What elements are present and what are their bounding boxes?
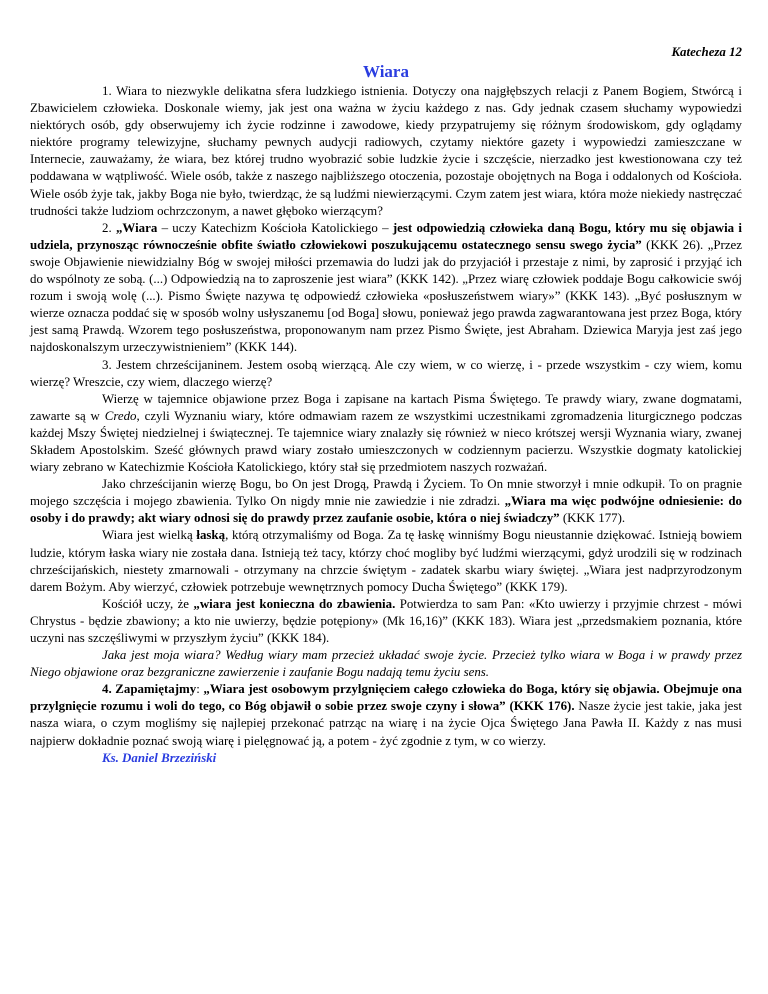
text-run: 4. Zapamiętajmy [102,682,197,697]
text-run: „wiara jest konieczna do zbawienia. [193,596,396,611]
document-page [30,44,742,767]
text-run: , którą otrzymaliśmy od Boga. Za tę łaskę winniśmy Bogu nieustannie dziękować. Istnieją bowiem ludzie, którym łaska wiary nie została dana. Istnieją też tacy, którzy choć mogliby być ludźmi wierzącymi, gdyż urodzili się w rodzinach chrześcijańskich, niestety zmarnowali - otrzymany na chrzcie świętym - zadatek skarbu wiary świętej. „Wiara jest nadprzyrodzonym darem Bożym. Aby wierzyć, człowiek potrzebuje wewnętrznych pomocy Ducha Świętego” (KKK 179). [30,528,742,594]
text-run: Potwierdza to sam Pan: «Kto uwierzy i przyjmie chrzest - mówi Chrystus - będzie zbawiony; a kto nie uwierzy, będzie potępiony» (Mk 16,16)” (KKK 183). Wiara jest „przedsmakiem poznania, które uczyni nas szczęśliwymi w przyszłym życiu” (KKK 184). [30,596,743,645]
paragraph [30,527,742,595]
text-run: jest odpowiedzią człowieka daną Bogu, który mu się objawia i udziela, przynosząc równocześnie obfite światło człowiekowi poszukującemu ostatecznego sensu swego życia” [30,220,742,252]
paragraph [30,391,742,476]
text-run: (KKK 177). [559,511,626,526]
text-run: , czyli Wyznaniu wiary, które odmawiam razem ze wszystkimi uczestnikami zgromadzenia liturgicznego podczas każdej Mszy Świętej niedzielnej i świątecznej. Te tajemnice wiary znalazły się również w nieco krótszej wersji Wyznania wiary, zwanej Składem Apostolskim. Sześć głównych prawd wiary zostało umieszczonych w codziennym pacierzu. Wszystkie dogmaty katolickiej wiary zebrano w Katechizmie Kościoła Katolickiego, który stał się przedmiotem naszych rozważań. [30,408,742,475]
text-run: Wiara jest wielką [102,528,197,543]
text-run: – uczy Katechizm Kościoła Katolickiego – [157,220,393,235]
lesson-header: Katecheza 12 [671,45,742,59]
text-run: Kościół uczy, że [102,596,194,611]
text-run: 1. Wiara to niezwykle delikatna sfera ludzkiego istnienia. Dotyczy ona najgłębszych relacji z Panem Bogiem, Stwórcą i Zbawicielem człowieka. Doskonale wiemy, jak jest ona ważna w życiu każdego z nas. Gdy jednak czasem słuchamy wypowiedzi niektórych osób, gdy obserwujemy ich życie rodzinne i zawodowe, kiedy przypatrujemy się różnym środowiskom, gdy oglądamy niektóre programy telewizyjne, słuchamy pewnych audycji radiowych, czytamy niektóre gazety i wypowiedzi zamieszczane w Internecie, zauważamy, że wiara, bez której trudno wyobrazić sobie ludzkie życie i szczęście, nierzadko jest kwestionowana czy też poddawana w wątpliwość. Wiele osób, także z naszego najbliższego otoczenia, pozostaje obojętnych na Boga i oddalonych od Kościoła. Wiele osób żyje tak, jakby Boga nie było, twierdząc, że są ludźmi niewierzącymi. Czym zatem jest wiara, która może niekiedy nastręczać trudności także ludziom ochrzczonym, a nawet głęboko wierzącym? [30,84,742,218]
paragraph [30,357,742,391]
document-body [30,83,742,750]
paragraph [30,596,742,647]
text-run: Jako chrześcijanin wierzę Bogu, bo On jest Drogą, Prawdą i Życiem. To On mnie stworzył i mnie odkupił. To on pragnie mojego szczęścia i mojego zbawienia. Tylko On nigdy mnie nie zawiedzie i nie zdradzi. [30,477,742,509]
text-run: Jaka jest moja wiara? Według wiary mam przecież układać swoje życie. Przecież tylko wiara w Boga i w prawdy przez Niego objawione oraz bezgraniczne zawierzenie i zaufanie Bogu nadają temu życiu sens. [30,648,742,680]
text-run: Wierzę w tajemnice objawione przez Boga i zapisane na kartach Pisma Świętego. Te prawdy wiary, zwane dogmatami, zawarte są w [30,391,742,423]
text-run: „Wiara jest osobowym przylgnięciem całego człowieka do Boga, który się objawia. Obejmuje ona przylgnięcie rozumu i woli do tego, co Bóg objawił o sobie przez swoje czyny i słowa” (KKK 176). [30,682,743,714]
text-run: 2. [102,220,116,235]
text-run: Nasze życie jest takie, jaka jest nasza wiara, o czym mogliśmy się najlepiej przekonać patrząc na wiarę i na życie Ojca Świętego Jana Pawła II. Każdy z nas musi najpierw dokładnie poznać swoją wiarę i pielęgnować ją, a potem - żyć zgodnie z tym, w co wierzy. [30,699,742,748]
author-name: Ks. Daniel Brzeziński [102,750,217,765]
text-run: Credo [104,408,137,423]
paragraph [30,647,742,681]
document-title: Wiara [363,62,409,81]
paragraph [30,83,742,220]
paragraph [30,220,742,357]
text-run: „Wiara ma więc podwójne odniesienie: do osoby i do prawdy; akt wiary odnosi się do prawdy przez zaufanie osobie, która o niej świadczy” [30,494,742,526]
text-run: (KKK 26). „Przez swoje Objawienie niewidzialny Bóg w swojej miłości przemawia do ludzi jak do przyjaciół i przestaje z nimi, by zaprosić i przyjąć ich do wspólnoty ze sobą. (...) Odpowiedzią na to zaproszenie jest wiara” (KKK 142). „Przez wiarę człowiek poddaje Bogu całkowicie swój rozum i swoją wolę (...). Pismo Święte nazywa tę odpowiedź człowieka «posłuszeństwem wiary»” (KKK 143). „Być posłusznym w wierze oznacza poddać się w sposób wolny usłyszanemu [od Boga] słowu, ponieważ jego prawda zagwarantowana jest przez Boga, który jest samą Prawdą. Wzorem tego posłuszeństwa, proponowanym nam przez Pismo Święte, jest Abraham. Dziewica Maryja jest zaś jego najdoskonalszym urzeczywistnieniem” (KKK 144). [30,237,742,355]
text-run: : [196,682,204,697]
paragraph [30,681,742,749]
author-signature [30,750,742,767]
text-run: 3. Jestem chrześcijaninem. Jestem osobą wierzącą. Ale czy wiem, w co wierzę, i - przede wszystkim - czy wiem, komu wierzę? Wreszcie, czy wiem, dlaczego wierzę? [30,357,742,389]
text-run: łaską [196,528,226,543]
paragraph [30,476,742,527]
text-run: „Wiara [115,220,158,235]
